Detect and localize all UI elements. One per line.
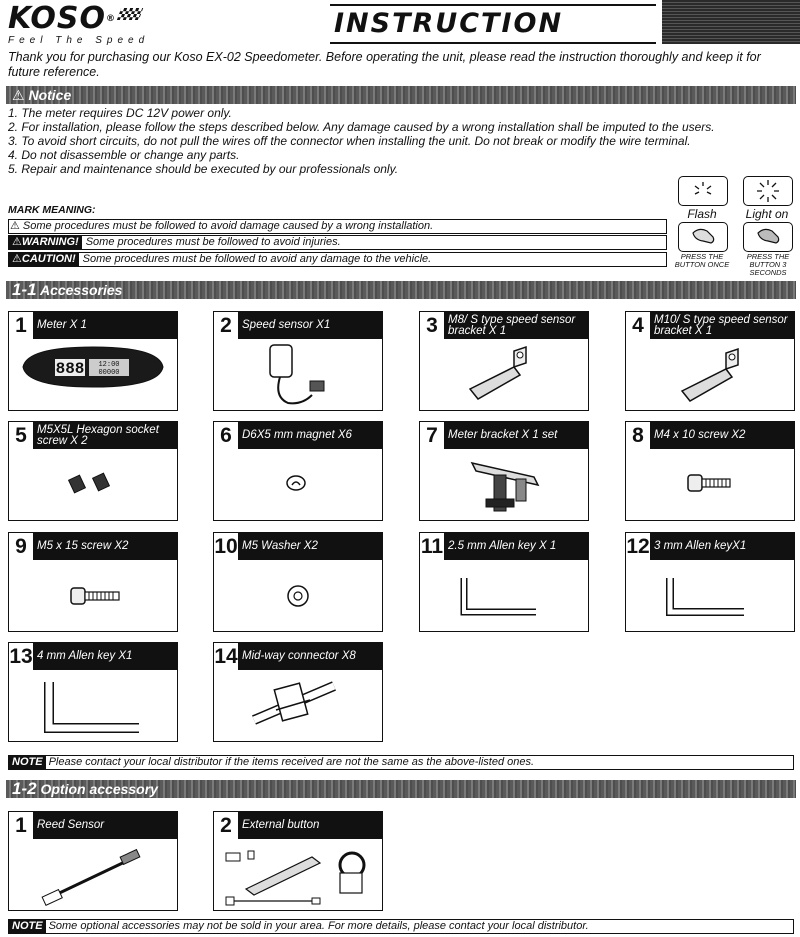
meter-speed-readout: 888 <box>55 360 85 378</box>
accessory-card <box>8 311 178 411</box>
accessory-card <box>8 532 178 632</box>
item-number: 10 <box>214 535 238 558</box>
speed-sensor-icon <box>214 339 382 410</box>
mark-row-warning <box>8 235 667 250</box>
mark-row-text: Some procedures must be followed to avoid damage caused by a wrong installation. <box>22 220 434 232</box>
item-label: M5 x 15 screw X2 <box>37 540 129 552</box>
intro-text: Thank you for purchasing our Koso EX-02 Speedometer. Before operating the unit, please read the instruction thoroughly and keep it for future reference. <box>8 50 761 79</box>
allen-key-icon <box>9 670 177 741</box>
item-label: Speed sensor X1 <box>242 319 331 331</box>
warning-triangle-icon: ⚠ <box>12 253 22 265</box>
accessory-card <box>8 642 178 742</box>
checkered-flag-icon <box>117 8 143 20</box>
item-number: 12 <box>626 535 650 558</box>
page-title: INSTRUCTION <box>334 8 564 39</box>
options-section-number: 1-2 <box>12 779 37 798</box>
press-once-caption: PRESS THE BUTTON ONCE <box>674 252 730 269</box>
item-number: 6 <box>214 422 239 449</box>
item-label: M5 Washer X2 <box>242 540 318 552</box>
option-card <box>8 811 178 911</box>
press-once-icon <box>678 222 728 252</box>
notice-title: Notice <box>28 87 72 103</box>
item-number: 2 <box>214 812 239 839</box>
options-section-title: Option accessory <box>40 781 158 797</box>
logo-text: KOSO <box>8 1 106 36</box>
koso-logo <box>8 1 168 46</box>
item-label: Mid-way connector X8 <box>242 650 356 662</box>
external-button-icon <box>214 839 382 910</box>
options-section-bar <box>6 780 796 798</box>
accessory-card <box>419 421 589 521</box>
light-on-icon <box>743 176 793 206</box>
warning-tag: WARNING! <box>21 236 79 248</box>
item-number: 2 <box>214 312 239 339</box>
item-number: 9 <box>9 533 34 560</box>
item-label: 2.5 mm Allen key X 1 <box>448 540 557 552</box>
warning-triangle-icon: ⚠ <box>10 220 20 232</box>
note-text: Please contact your local distributor if the items received are not the same as the above-listed ones. <box>48 756 535 768</box>
item-label: M4 x 10 screw X2 <box>654 429 746 441</box>
accessory-card <box>213 311 383 411</box>
flash-caption: Flash <box>687 207 717 221</box>
notice-item: 5. Repair and maintenance should be executed by our professionals only. <box>8 162 399 176</box>
note-text: Some optional accessories may not be sold in your area. For more details, please contact your local distributor. <box>48 920 589 932</box>
options-note <box>8 919 794 934</box>
item-number: 8 <box>626 422 651 449</box>
item-label: 3 mm Allen keyX1 <box>654 540 747 552</box>
screw-icon <box>626 449 794 520</box>
mark-row-text: Some procedures must be followed to avoid any damage to the vehicle. <box>82 253 432 265</box>
reed-sensor-icon <box>9 839 177 910</box>
press-3-seconds-icon <box>743 222 793 252</box>
accessories-note <box>8 755 794 770</box>
accessory-card <box>419 532 589 632</box>
option-card <box>213 811 383 911</box>
notice-item: 3. To avoid short circuits, do not pull the wires off the connector when installing the unit. Do not break or modify the wire terminal. <box>8 134 691 148</box>
notice-item: 4. Do not disassemble or change any parts. <box>8 148 240 162</box>
item-label: M5X5L Hexagon socket screw X 2 <box>37 423 159 447</box>
item-label: Reed Sensor <box>37 819 105 831</box>
bracket-icon <box>626 339 794 410</box>
notice-item: 2. For installation, please follow the steps described below. Any damage caused by a wrong installation shall be imputed to the users. <box>8 120 715 134</box>
note-tag: NOTE <box>9 756 46 769</box>
socket-screw-icon <box>9 449 177 520</box>
connector-icon <box>214 670 382 741</box>
title-banner <box>330 4 656 44</box>
meter-bracket-icon <box>420 449 588 520</box>
light-on-caption: Light on <box>745 207 789 221</box>
warning-triangle-icon: ⚠ <box>12 236 22 248</box>
caution-tag: CAUTION! <box>21 253 76 265</box>
item-label: M8/ S type speed sensor bracket X 1 <box>448 313 576 337</box>
notice-list <box>8 106 798 176</box>
item-label: D6X5 mm magnet X6 <box>242 429 352 441</box>
note-tag: NOTE <box>9 920 46 933</box>
accessory-card <box>625 311 795 411</box>
item-label: M10/ S type speed sensor bracket X 1 <box>654 313 788 337</box>
accessory-card <box>625 421 795 521</box>
accessory-card <box>213 532 383 632</box>
item-number: 3 <box>420 312 445 339</box>
washer-icon <box>214 560 382 631</box>
bracket-icon <box>420 339 588 410</box>
magnet-icon <box>214 449 382 520</box>
logo-tagline: Feel The Speed <box>8 35 150 46</box>
meter-clock-readout: 12:00 <box>98 361 120 369</box>
screw-icon <box>9 560 177 631</box>
mark-row-caution <box>8 252 667 267</box>
meter-icon <box>9 339 177 410</box>
accessory-card <box>213 642 383 742</box>
item-number: 14 <box>214 645 238 668</box>
accessory-card <box>419 311 589 411</box>
press-3-seconds-caption: PRESS THE BUTTON 3 SECONDS <box>746 252 790 277</box>
logo-registered-mark: ® <box>105 14 116 24</box>
mark-row-text: Some procedures must be followed to avoid injuries. <box>85 236 341 248</box>
item-number: 1 <box>9 312 34 339</box>
accessories-section-number: 1-1 <box>12 280 37 299</box>
mark-row-installation <box>8 219 667 234</box>
item-label: Meter bracket X 1 set <box>448 429 558 441</box>
notice-item: 1. The meter requires DC 12V power only. <box>8 106 232 120</box>
item-number: 13 <box>9 645 33 668</box>
flash-icon <box>678 176 728 206</box>
mark-meaning-title: MARK MEANING: <box>8 204 96 216</box>
accessories-section-title: Accessories <box>39 282 123 298</box>
accessory-card <box>625 532 795 632</box>
item-number: 11 <box>420 535 444 558</box>
item-label: Meter X 1 <box>37 319 87 331</box>
item-label: External button <box>242 819 320 831</box>
item-number: 1 <box>9 812 34 839</box>
accessories-section-bar <box>6 281 796 299</box>
accessory-card <box>8 421 178 521</box>
meter-odo-readout: 00000 <box>98 369 120 377</box>
allen-key-icon <box>420 560 588 631</box>
warning-triangle-icon: ⚠ <box>12 87 25 103</box>
notice-section-bar <box>6 86 796 104</box>
accessory-card <box>213 421 383 521</box>
item-number: 7 <box>420 422 445 449</box>
allen-key-icon <box>626 560 794 631</box>
item-number: 5 <box>9 422 34 449</box>
item-number: 4 <box>626 312 651 339</box>
header-dark-block <box>662 0 800 44</box>
item-label: 4 mm Allen key X1 <box>37 650 133 662</box>
